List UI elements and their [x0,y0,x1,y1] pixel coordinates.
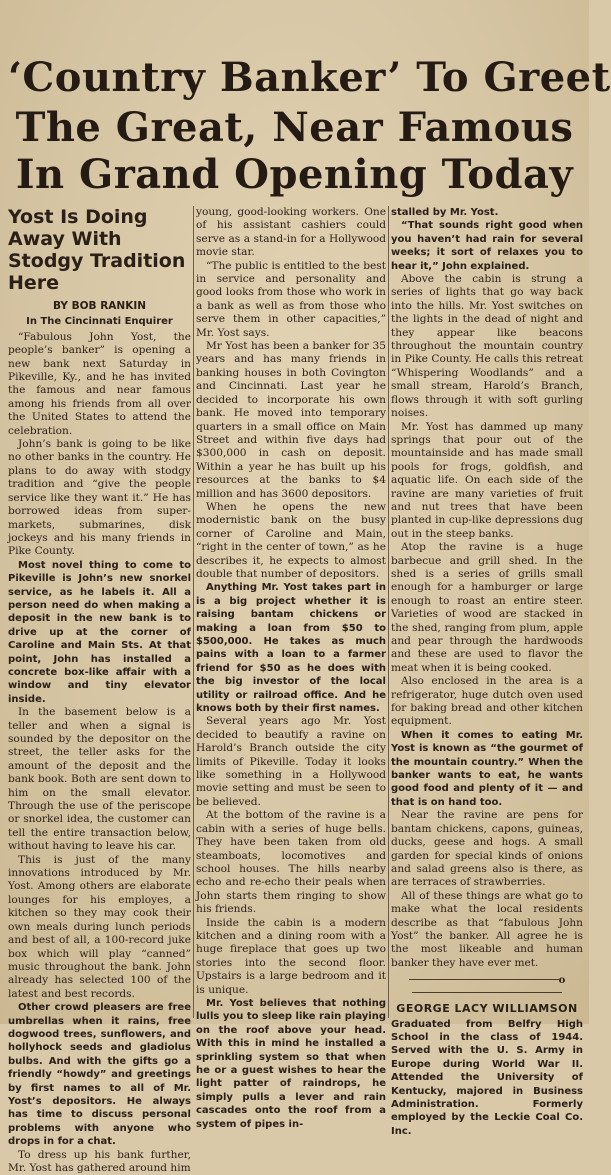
paragraph: Mr Yost has been a banker for 35 years and has many friends in banking houses in both Covington and Cincinnati. Last year he decided to incorporate his own bank. He moved into temporary quarters in a small office on Main Street and within five days had $300,000 in cash on deposit. Within a year he has built up his resources at the banks to $4 million and has 3600 depositors. [196,340,386,500]
subheadline: Yost Is Doing Away With Stodgy Tradition Here [8,206,186,294]
paragraph: In the basement below is a teller and when a signal is sounded by the depositor on the street, the teller asks for the amount of the deposit and the bank book. Both are sent down to him on the small elevator. Through the use of the periscope or snorkel idea, the customer can tell the entire transaction below, without having to leave his car. [8,706,191,853]
paragraph: All of these things are what go to make what the local residents describe as that “fabulous John Yost” the banker. All agree he is the most likeable and human banker they have ever met. [391,889,583,969]
headline-line-3: In Grand Opening Today [15,151,574,198]
paragraph: Also enclosed in the area is a refrigerator, huge dutch oven used for baking bread and other kitchen equipment. [391,675,583,728]
paragraph: stalled by Mr. Yost. [391,207,499,218]
article-column-1 [8,206,191,1174]
author-bio: Graduated from Belfry High School in the class of 1944. Served with the U. S. Army in Europe during World War II. Attended the University of Kentucky, majored in Business Administration. Formerly employed by the Leckie Coal Co. Inc. [391,1018,583,1137]
paragraph: John’s bank is going to be like no other banks in the country. He plans to do away with stodgy tradition and “give the people service like they want it.” He has borrowed ideas from super-markets, submarines, disk jockeys and his many friends in Pike County. [8,438,191,558]
headline-line-2: The Great, Near Famous [15,104,574,151]
column-rule-2 [388,206,389,1018]
paragraph: Inside the cabin is a modern kitchen and a dining room with a huge fireplace that goes up two stories into the second floor. Upstairs is a large bedroom and it is unique. [196,916,386,996]
headline-line-1: ‘Country Banker’ To Greet [8,54,611,101]
paragraph: young, good-looking workers. One of his assistant cashiers could serve as a stand-in for a Hollywood movie star. [196,206,386,259]
paragraph: At the bottom of the ravine is a cabin with a series of huge bells. They have been taken from old steamboats, locomotives and school houses. The hills nearby echo and re-echo their peals when John starts them ringing to show his friends. [196,809,386,916]
paragraph: When it comes to eating Mr. Yost is known as “the gourmet of the mountain country.” When the banker wants to eat, he wants good food and plenty of it — and that is on hand too. [391,729,583,808]
paragraph: This is just of the many innovations introduced by Mr. Yost. Among others are elaborate lounges for his employes, a kitchen so they may cook their own meals during lunch periods and best of all, a 100-record juke box which will play “canned” music throughout the bank. John already has selected 100 of the latest and best records. [8,853,191,1000]
column-3-body [391,206,583,970]
separator: o [391,974,583,1000]
author-signature: GEORGE LACY WILLIAMSON [396,1002,578,1016]
paragraph: Mr. Yost has dammed up many springs that pour out of the mountainside and has made small pools for frogs, goldfish, and aquatic life. On each side of the ravine are many varieties of fruit and nut trees that have been planted in cup-like depressions dug out in the steep banks. [391,420,583,540]
paragraph: “That sounds right good when you haven’t had rain for several weeks; it sort of relaxes you to hear it,” John explained. [391,220,583,272]
column-1-body [8,331,191,1175]
article-column-3 [391,206,583,1137]
paragraph: Several years ago Mr. Yost decided to beautify a ravine on Harold’s Branch outside the city limits of Pikeville. Today it looks like something in a Hollywood movie setting and must be seen to be believed. [196,715,386,808]
paragraph: Most novel thing to come to Pikeville is John’s new snorkel service, as he labels it. All a person need do when making a deposit in the new bank is to drive up at the corner of Caroline and Main Sts. At that point, John has installed a concrete box-like affair with a window and tiny elevator inside. [8,559,191,705]
paragraph: To dress up his bank further, Mr. Yost has gathered around him [8,1148,191,1174]
paragraph: Anything Mr. Yost takes part in is a big project whether it is raising bantam chickens or making a loan from $50 to $500,000. He takes as much pains with a loan to a farmer friend for $50 as he does with the big investor of the local utility or railroad office. And he knows both by their first names. [196,582,386,715]
paragraph: “Fabulous John Yost, the people’s banker” is opening a new bank next Saturday in Pikeville, Ky., and he has invited the famous and near famous among his friends from all over the United States to attend the celebration. [8,330,191,437]
column-2-body [196,206,386,1131]
paragraph: Above the cabin is strung a series of lights that go way back into the hills. Mr. Yost switches on the lights in the dead of night and they appear like beacons throughout the mountain country in Pike County. He calls this retreat “Whispering Woodlands” and a small stream, Harold’s Branch, flows through it with soft gurling noises. [391,273,583,420]
paragraph: When he opens the new modernistic bank on the busy corner of Caroline and Main, “right in the center of town,” as he describes it, he expects to almost double that number of depositors. [196,500,386,580]
byline: BY BOB RANKIN [52,300,147,312]
paragraph: “The public is entitled to the best in service and personality and good looks from those who work in a bank as well as from those who serve them in other capacities,” Mr. Yost says. [196,259,386,339]
paragraph: Near the ravine are pens for bantam chickens, capons, guineas, ducks, geese and hogs. A small garden for special kinds of onions and salad greens also is there, as are terraces of strawberries. [391,809,583,889]
column-rule-1 [193,206,194,1018]
paragraph: Mr. Yost believes that nothing lulls you to sleep like rain playing on the roof above your head. With this in mind he installed a sprinkling system so that when he or a guest wishes to hear the light patter of raindrops, he simply pulls a lever and rain cascades onto the roof from a system of pipes in- [196,997,386,1130]
paragraph: Other crowd pleasers are free umbrellas when it rains, free dogwood trees, sunflowers, and hollyhock seeds and gladiolus bulbs. And with the gifts go a friendly “howdy” and greetings by first names to all of Mr. Yost’s depositors. He always has time to discuss personal problems with anyone who drops in for a chat. [8,1002,191,1148]
paragraph: Atop the ravine is a huge barbecue and grill shed. In the shed is a series of grills small enough for a hamburger or large enough to roast an entire steer. Varieties of wood are stacked in the shed, ranging from plum, apple and pear through the hardwoods and these are used to flavor the meat when it is being cooked. [391,541,583,674]
article-column-2 [196,206,386,1130]
dateline: In The Cincinnati Enquirer [26,316,173,328]
